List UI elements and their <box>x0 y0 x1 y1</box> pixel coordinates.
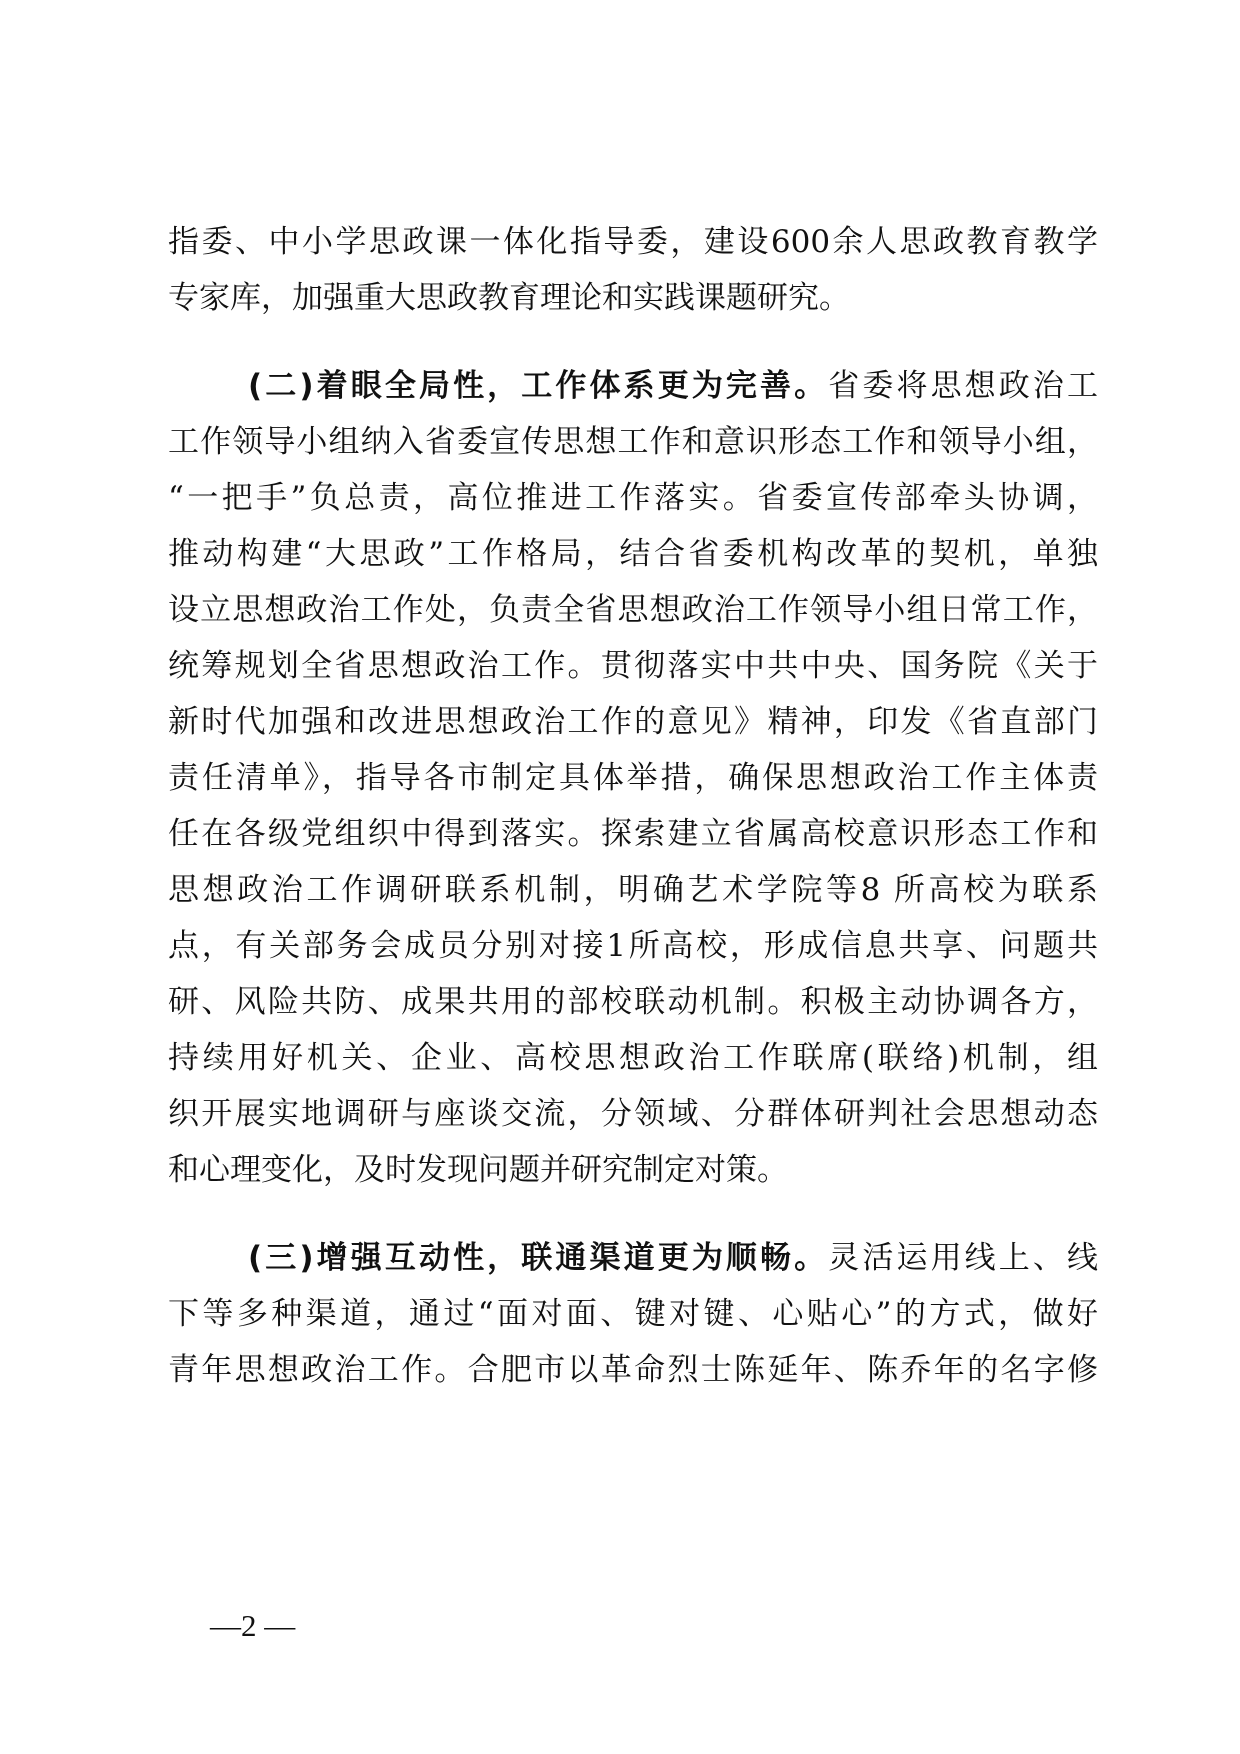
body-line: 责任清单》，指导各市制定具体举措，确保思想政治工作主体责 <box>168 760 1098 796</box>
body-line: 下等多种渠道，通过“面对面、键对键、心贴心”的方式，做好 <box>168 1296 1098 1332</box>
body-line: 青年思想政治工作。合肥市以革命烈士陈延年、陈乔年的名字修 <box>168 1352 1098 1388</box>
body-line: 和心理变化，及时发现问题并研究制定对策。 <box>168 1152 788 1188</box>
body-line: 推动构建“大思政”工作格局，结合省委机构改革的契机，单独 <box>168 536 1098 572</box>
section-3-text: 灵活运用线上、线 <box>828 1240 1098 1276</box>
body-line: 工作领导小组纳入省委宣传思想工作和意识形态工作和领导小组， <box>168 424 1098 460</box>
section-3-heading: (三)增强互动性，联通渠道更为顺畅。 <box>248 1240 829 1276</box>
section-2-text: 省委将思想政治工 <box>828 368 1098 404</box>
body-line: “一把手”负总责，高位推进工作落实。省委宣传部牵头协调， <box>168 480 1098 516</box>
body-line: 研、风险共防、成果共用的部校联动机制。积极主动协调各方， <box>168 984 1098 1020</box>
body-line: 设立思想政治工作处，负责全省思想政治工作领导小组日常工作， <box>168 592 1098 628</box>
body-line: 织开展实地调研与座谈交流，分领域、分群体研判社会思想动态 <box>168 1096 1098 1132</box>
page-number: —2 — <box>210 1608 296 1643</box>
body-line: 任在各级党组织中得到落实。探索建立省属高校意识形态工作和 <box>168 816 1098 852</box>
body-line: 新时代加强和改进思想政治工作的意见》精神，印发《省直部门 <box>168 704 1098 740</box>
body-line: 指委、中小学思政课一体化指导委，建设600余人思政教育教学 <box>168 224 1098 260</box>
section-2-heading: (二)着眼全局性，工作体系更为完善。 <box>248 368 829 404</box>
body-line: 统筹规划全省思想政治工作。贯彻落实中共中央、国务院《关于 <box>168 648 1098 684</box>
section-2-first-line <box>248 366 1098 406</box>
body-line: 专家库，加强重大思政教育理论和实践课题研究。 <box>168 280 850 316</box>
body-line: 点，有关部务会成员分别对接1所高校，形成信息共享、问题共 <box>168 928 1098 964</box>
section-3-first-line <box>248 1238 1098 1278</box>
body-line: 思想政治工作调研联系机制，明确艺术学院等8 所高校为联系 <box>168 872 1098 908</box>
body-line: 持续用好机关、企业、高校思想政治工作联席(联络)机制，组 <box>168 1040 1098 1076</box>
